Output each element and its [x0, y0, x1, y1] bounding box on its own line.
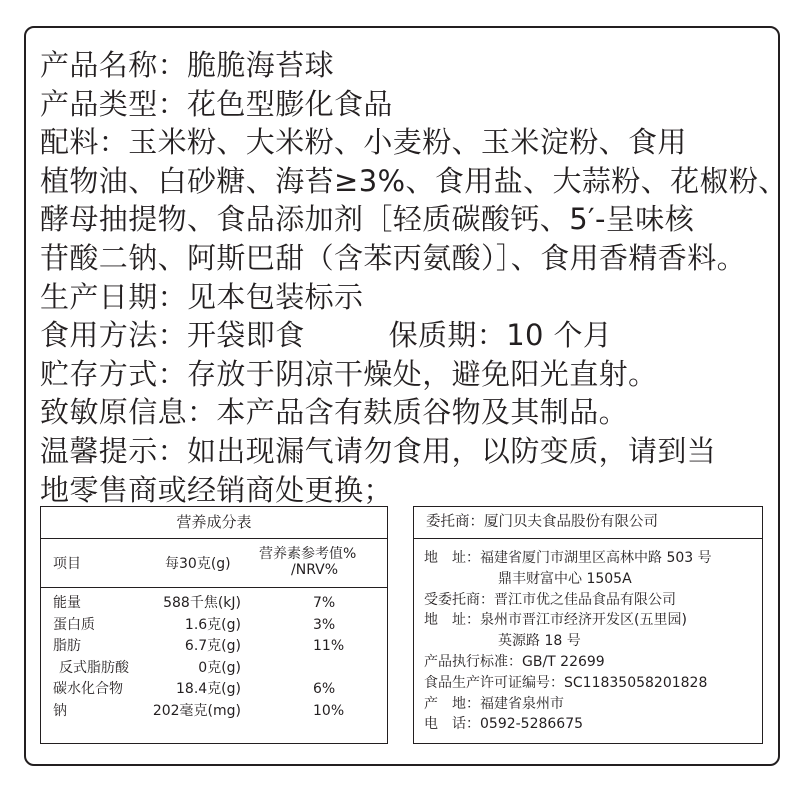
table-row	[41, 701, 387, 723]
nutrient-nrv: 11%	[313, 638, 345, 655]
header-item: 项目	[53, 556, 81, 572]
product-standard: 产品执行标准：GB/T 22699	[424, 653, 605, 670]
client-company: 委托商：厦门贝夫食品股份有限公司	[414, 507, 762, 539]
table-row	[41, 615, 387, 637]
manufacturer-details	[414, 539, 762, 735]
nutrient-value: 1.6克(g)	[184, 616, 241, 633]
usage-shelf-life	[40, 316, 770, 355]
warm-tip: 地零售商或经销商处更换；	[40, 472, 393, 507]
shelf-life: 保质期：10 个月	[388, 318, 613, 353]
nutrient-nrv: 7%	[313, 595, 336, 611]
header-nrv-unit: /NRV%	[291, 562, 339, 578]
nutrient-value: 18.4克(g)	[176, 681, 241, 698]
ingredients-line: 酵母抽提物、食品添加剂［轻质碳酸钙、5′-呈味核	[40, 202, 695, 237]
nutrient-name: 钠	[53, 702, 67, 719]
nutrient-name: 能量	[53, 595, 81, 611]
contractor-address-cont: 英源路 18 号	[498, 633, 581, 650]
product-name: 产品名称：脆脆海苔球	[40, 48, 335, 82]
table-row	[41, 636, 387, 658]
nutrient-name: 脂肪	[53, 638, 81, 655]
nutrient-value: 588千焦(kJ)	[163, 595, 241, 611]
origin: 产 地：福建省泉州市	[424, 695, 564, 712]
nutrient-nrv: 6%	[313, 681, 336, 698]
contractor-address: 地 址：泉州市晋江市经济开发区(五里园)	[424, 612, 687, 629]
header-nrv: 营养素参考值%	[259, 546, 357, 562]
table-row	[41, 679, 387, 701]
table-row	[41, 593, 387, 615]
warm-tip: 温馨提示：如出现漏气请勿食用，以防变质，请到当	[40, 433, 717, 468]
nutrient-value: 0克(g)	[198, 659, 241, 676]
production-license: 食品生产许可证编号：SC11835058201828	[424, 674, 708, 691]
client-address: 地 址：福建省厦门市湖里区高林中路 503 号	[424, 550, 712, 566]
ingredients-line: 植物油、白砂糖、海苔≥3%、食用盐、大蒜粉、花椒粉、	[40, 163, 788, 198]
nutrition-header	[41, 539, 387, 588]
usage-method: 食用方法：开袋即食	[40, 318, 305, 353]
nutrient-name: 反式脂肪酸	[59, 659, 129, 676]
client-address-cont: 鼎丰财富中心 1505A	[498, 570, 632, 587]
product-info	[40, 46, 788, 509]
nutrient-nrv: 10%	[313, 702, 345, 719]
nutrient-name: 碳水化合物	[53, 681, 123, 698]
nutrient-name: 蛋白质	[53, 616, 95, 633]
ingredients-line: 配料：玉米粉、大米粉、小麦粉、玉米淀粉、食用	[40, 125, 687, 160]
production-date: 生产日期：见本包装标示	[40, 279, 364, 314]
header-per-serving: 每30克(g)	[165, 556, 231, 572]
nutrition-table	[40, 506, 388, 744]
table-row	[41, 658, 387, 680]
storage-method: 贮存方式：存放于阴凉干燥处，避免阳光直射。	[40, 356, 658, 391]
nutrition-title: 营养成分表	[41, 507, 387, 539]
contractor-company: 受委托商：晋江市优之佳品食品有限公司	[424, 591, 676, 608]
nutrient-nrv: 3%	[313, 616, 336, 633]
nutrient-value: 202毫克(mg)	[152, 702, 241, 719]
phone: 电 话：0592-5286675	[424, 716, 584, 733]
nutrient-value: 6.7克(g)	[184, 638, 241, 655]
ingredients-line: 苷酸二钠、阿斯巴甜（含苯丙氨酸）］、食用香精香料。	[40, 240, 747, 275]
product-type: 产品类型：花色型膨化食品	[40, 86, 393, 121]
nutrition-rows	[41, 588, 387, 723]
allergen-info: 致敏原信息：本产品含有麸质谷物及其制品。	[40, 395, 629, 430]
manufacturer-info	[413, 506, 763, 744]
